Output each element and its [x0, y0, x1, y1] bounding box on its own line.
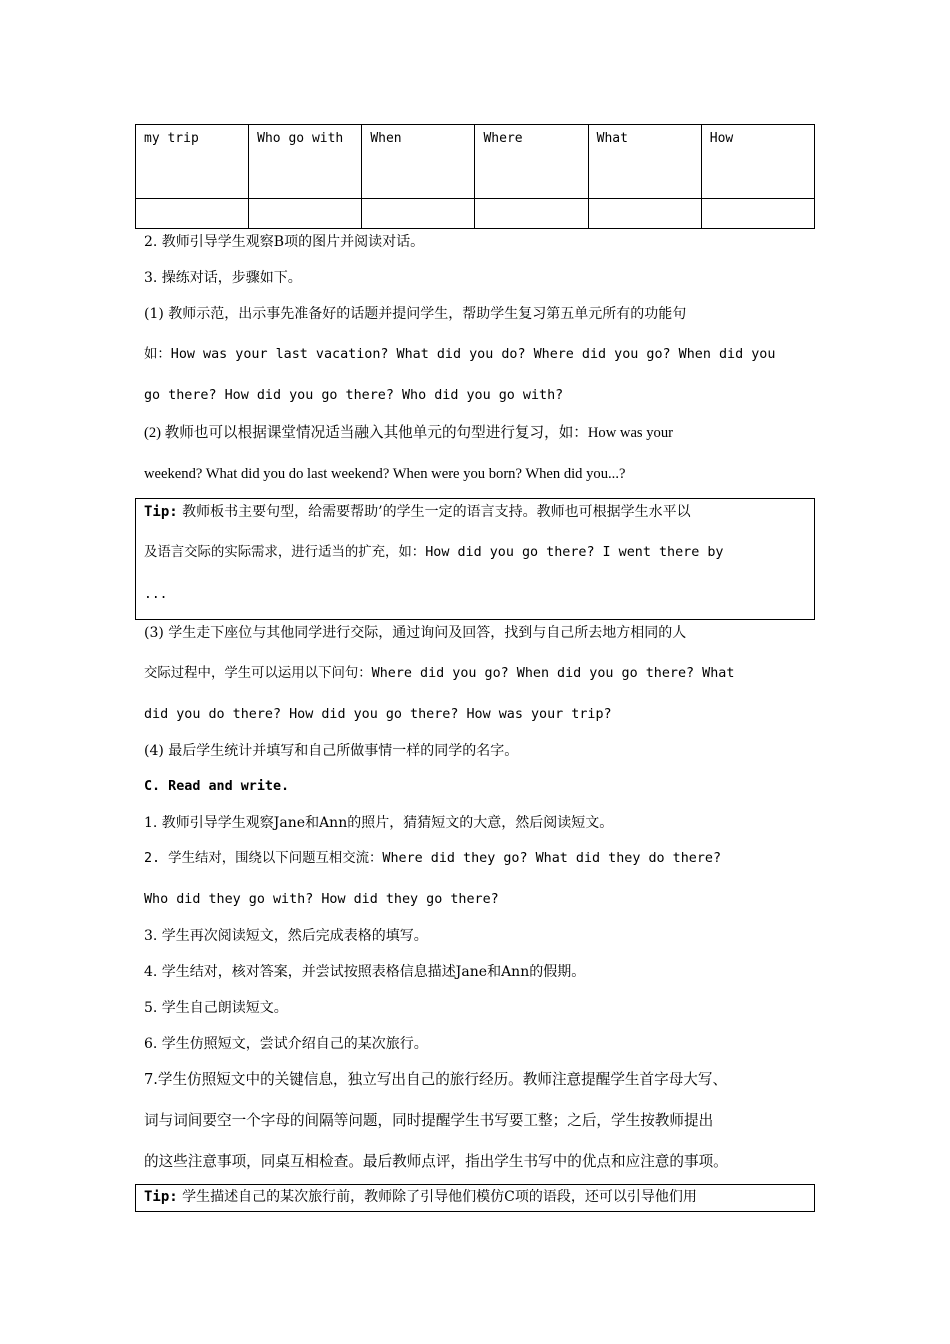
paragraph-line: 1. 教师引导学生观察Jane和Ann的照片，猜猜短文的大意，然后阅读短文。: [144, 815, 614, 831]
paragraph-line: 的这些注意事项，同桌互相检查。最后教师点评，指出学生书写中的优点和应注意的事项。: [144, 1153, 728, 1170]
section-heading: C. Read and write.: [144, 779, 290, 794]
paragraph-line: Who did they go with? How did they go there?: [144, 892, 499, 907]
trip-table-header-cell: How: [701, 125, 814, 199]
tip-label: Tip:: [144, 504, 178, 520]
paragraph-line: 5. 学生自己朗读短文。: [144, 1000, 288, 1016]
paragraph-line: did you do there? How did you go there? How was your trip?: [144, 707, 612, 722]
tip-label: Tip:: [144, 1189, 178, 1205]
paragraph-line: 如：How was your last vacation? What did you do? Where did you go? When did you: [144, 347, 776, 362]
tip-line: ...: [144, 587, 168, 602]
trip-table-header-cell: Who go with: [249, 125, 362, 199]
trip-table-header-cell: When: [362, 125, 475, 199]
paragraph-line: 7.学生仿照短文中的关键信息，独立写出自己的旅行经历。教师注意提醒学生首字母大写、: [144, 1071, 728, 1088]
paragraph-line: 2. 教师引导学生观察B项的图片并阅读对话。: [144, 234, 425, 250]
trip-table-header-cell: Where: [475, 125, 588, 199]
paragraph-line: (4) 最后学生统计并填写和自己所做事情一样的同学的名字。: [144, 743, 519, 759]
paragraph-line: 3. 学生再次阅读短文，然后完成表格的填写。: [144, 928, 428, 944]
trip-table-row: [136, 199, 815, 229]
paragraph-line: (3) 学生走下座位与其他同学进行交际，通过询问及回答，找到与自己所去地方相同的人: [144, 625, 687, 641]
paragraph-line: 词与词间要空一个字母的间隔等问题，同时提醒学生书写要工整；之后，学生按教师提出: [144, 1112, 714, 1129]
trip-table-cell: [475, 199, 588, 229]
trip-table: [135, 124, 815, 229]
tip-line: [144, 1187, 814, 1207]
paragraph-line: (1) 教师示范，出示事先准备好的话题并提问学生，帮助学生复习第五单元所有的功能句: [144, 306, 687, 322]
trip-table-header-row: [136, 125, 815, 199]
paragraph-line: 2. 学生结对，围绕以下问题互相交流：Where did they go? What did they do there?: [144, 851, 722, 866]
paragraph-line: 4. 学生结对，核对答案，并尝试按照表格信息描述Jane和Ann的假期。: [144, 964, 586, 980]
tip-text: 教师板书主要句型，给需要帮助’的学生一定的语言支持。教师也可根据学生水平以: [182, 504, 691, 520]
paragraph-line: weekend? What did you do last weekend? When were you born? When did you...?: [144, 466, 626, 482]
tip-line: [144, 502, 814, 522]
paragraph-line: go there? How did you go there? Who did you go with?: [144, 388, 564, 403]
tip-line: 及语言交际的实际需求，进行适当的扩充，如：How did you go there? I went there by: [144, 545, 724, 560]
trip-table-cell: [362, 199, 475, 229]
trip-table-cell: [588, 199, 701, 229]
paragraph-line: 6. 学生仿照短文，尝试介绍自己的某次旅行。: [144, 1036, 428, 1052]
paragraph-line: 3. 操练对话，步骤如下。: [144, 270, 302, 286]
trip-table-cell: [136, 199, 249, 229]
trip-table-cell: [249, 199, 362, 229]
paragraph-line: 交际过程中，学生可以运用以下问句：Where did you go? When did you go there? What: [144, 666, 735, 681]
trip-table-header-cell: my trip: [136, 125, 249, 199]
tip-text: 学生描述自己的某次旅行前，教师除了引导他们模仿C项的语段，还可以引导他们用: [182, 1189, 697, 1205]
paragraph-line: (2) 教师也可以根据课堂情况适当融入其他单元的句型进行复习，如：How was your: [144, 425, 674, 441]
trip-table-cell: [701, 199, 814, 229]
trip-table-header-cell: What: [588, 125, 701, 199]
